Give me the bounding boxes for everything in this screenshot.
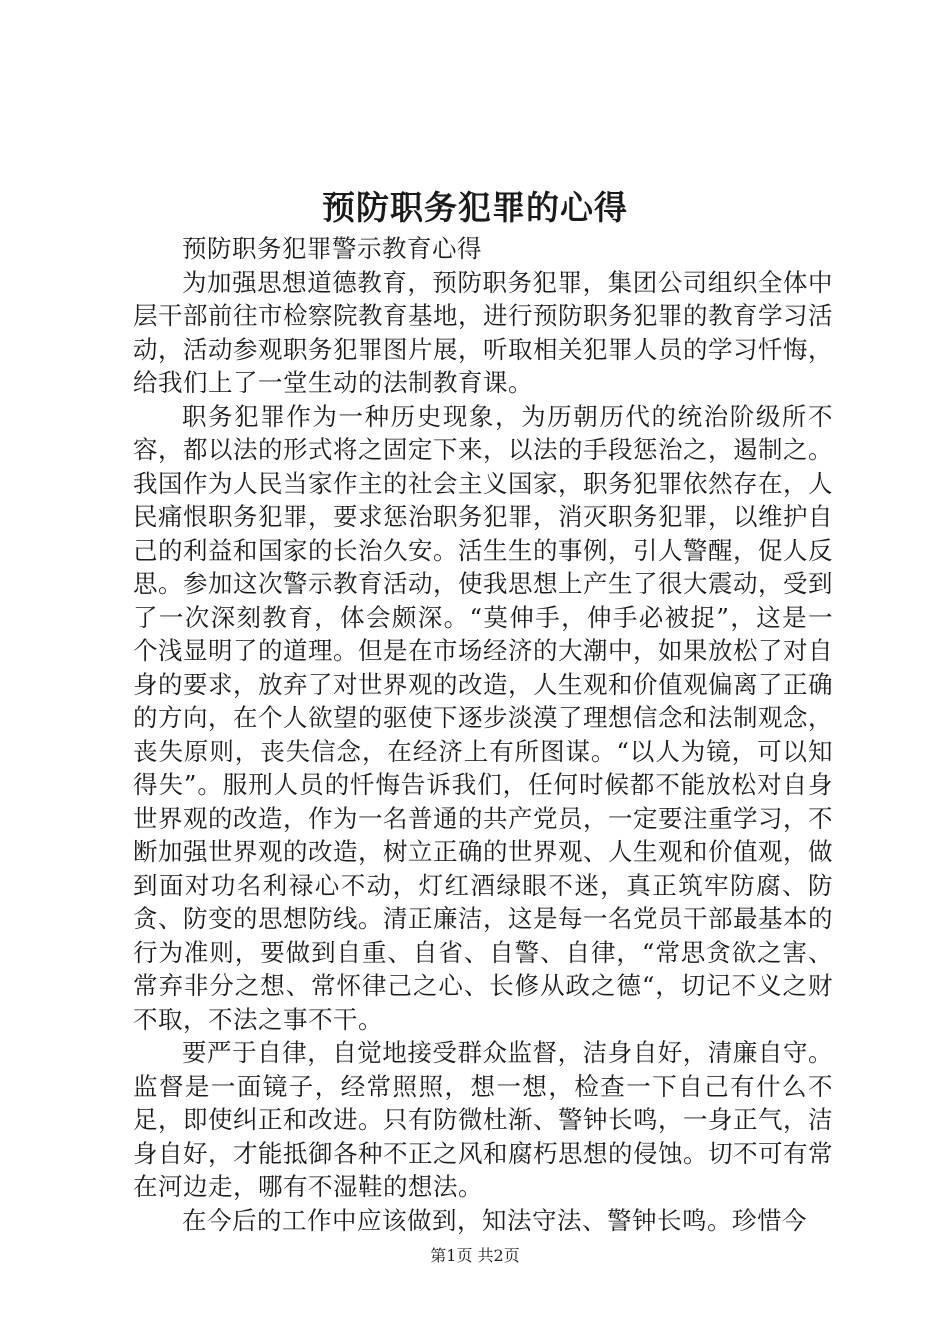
document-title: 预防职务犯罪的心得 xyxy=(322,188,628,227)
page-footer: 第1页 共2页 xyxy=(430,1246,520,1265)
body-paragraph: 在今后的工作中应该做到，知法守法、警钟长鸣。珍惜今 xyxy=(182,1205,807,1235)
body-paragraph: 职务犯罪作为一种历史现象，为历朝历代的统治阶级所不容，都以法的形式将之固定下来，以法的手段惩治之，遏制之。我国作为人民当家作主的社会主义国家，职务犯罪依然存在，人民痛恨职务犯罪，要求惩治职务犯罪，消灭职务犯罪，以维护自己的利益和国家的长治久安。活生生的事例，引人警醒，促人反思。参加这次警示教育活动，使我思想上产生了很大震动，受到了一次深刻教育，体会颇深。“莫伸手，伸手必被捉”，这是一个浅显明了的道理。但是在市场经济的大潮中，如果放松了对自身的要求，放弃了对世界观的改造，人生观和价值观偏离了正确的方向，在个人欲望的驱使下逐步淡漠了理想信念和法制观念，丧失原则，丧失信念，在经济上有所图谋。“以人为镜，可以知得失”。服刑人员的忏悔告诉我们，任何时候都不能放松对自身世界观的改造，作为一名普通的共产党员，一定要注重学习，不断加强世界观的改造，树立正确的世界观、人生观和价值观，做到面对功名利禄心不动，灯红酒绿眼不迷，真正筑牢防腐、防贪、防变的思想防线。清正廉洁，这是每一名党员干部最基本的行为准则，要做到自重、自省、自警、自律，“常思贪欲之害、常弃非分之想、常怀律己之心、长修从政之德“，切记不义之财不取，不法之事不干。 xyxy=(133,401,833,1034)
document-body xyxy=(133,232,833,1237)
body-paragraph: 为加强思想道德教育，预防职务犯罪，集团公司组织全体中层干部前往市检察院教育基地，进行预防职务犯罪的教育学习活动，活动参观职务犯罪图片展，听取相关犯罪人员的学习忏悔，给我们上了一堂生动的法制教育课。 xyxy=(133,267,833,397)
body-paragraph: 要严于自律，自觉地接受群众监督，洁身自好，清廉自守。监督是一面镜子，经常照照，想一想，检查一下自己有什么不足，即使纠正和改进。只有防微杜渐、警钟长鸣，一身正气，洁身自好，才能抵御各种不正之风和腐朽思想的侵蚀。切不可有常在河边走，哪有不湿鞋的想法。 xyxy=(133,1038,833,1201)
body-paragraph-subtitle: 预防职务犯罪警示教育心得 xyxy=(182,234,482,263)
